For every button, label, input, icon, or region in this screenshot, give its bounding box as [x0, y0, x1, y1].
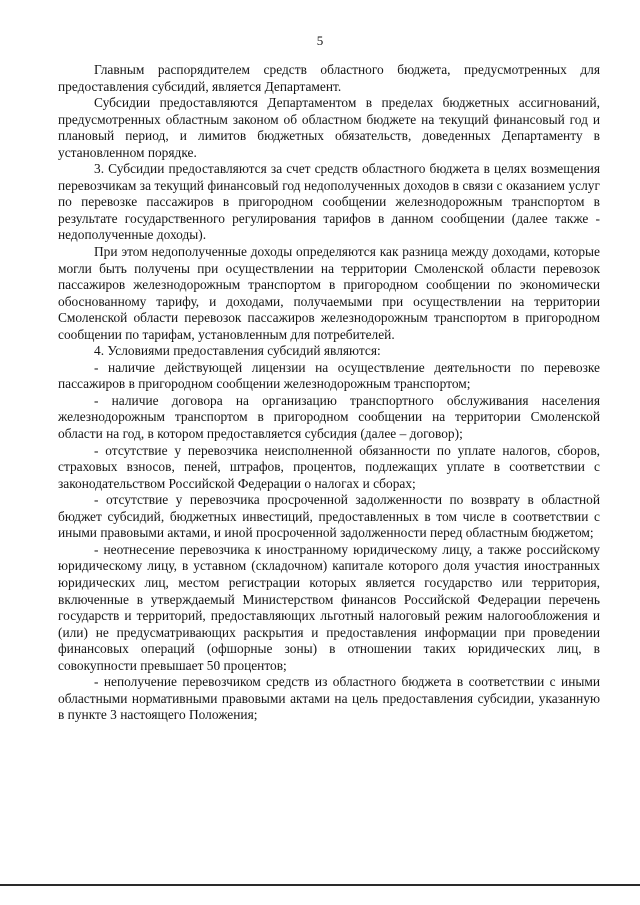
condition-no-overdue-debt: - отсутствие у перевозчика просроченной задолженности по возврату в областной бюджет субсидий, бюджетных инвестиций, предоставленных в том числе в соответствии с иными правовыми актами, и иной просроченной задолженности перед областным бюджетом;	[58, 492, 600, 541]
bottom-border-line	[0, 884, 640, 886]
paragraph-subsidy-limits: Субсидии предоставляются Департаментом в пределах бюджетных ассигнований, предусмотренных областным законом об областном бюджете на текущий финансовый год и плановый период, и лимитов бюджетных обязательств, доведенных Департаменту в установленном порядке.	[58, 95, 600, 160]
paragraph-clause-3: 3. Субсидии предоставляются за счет средств областного бюджета в целях возмещения перевозчикам за текущий финансовый год недополученных доходов в связи с оказанием услуг по перевозке пассажиров в пригородном сообщении железнодорожным транспортом в результате государственного регулирования тарифов в данном сообщении (далее также - недополученные доходы).	[58, 161, 600, 243]
page-number: 5	[316, 33, 324, 48]
condition-no-tax-debt: - отсутствие у перевозчика неисполненной обязанности по уплате налогов, сборов, страховых взносов, пеней, штрафов, процентов, подлежащих уплате в соответствии с законодательством Российской Федерации о налогах и сборах;	[58, 442, 600, 491]
condition-no-other-funds: - неполучение перевозчиком средств из областного бюджета в соответствии с иными областными нормативными правовыми актами на цель предоставления субсидии, указанную в пункте 3 настоящего Положения;	[58, 674, 600, 723]
paragraph-chief-administrator: Главным распорядителем средств областного бюджета, предусмотренных для предоставления субсидий, является Департамент.	[58, 62, 600, 94]
paragraph-clause-4-heading: 4. Условиями предоставления субсидий являются:	[94, 343, 381, 359]
condition-license: - наличие действующей лицензии на осуществление деятельности по перевозке пассажиров в пригородном сообщении железнодорожным транспортом;	[58, 359, 600, 392]
condition-not-foreign-entity: - неотнесение перевозчика к иностранному юридическому лицу, а также российскому юридическому лицу, в уставном (складочном) капитале которого доля участия иностранных юридических лиц, местом регистрации которых является государство или территория, включенные в утверждаемый Министерством финансов Российской Федерации перечень государств и территорий, предоставляющих льготный налоговый режим налогообложения и (или) не предусматривающих раскрытия и предоставления информации при проведении финансовых операций (офшорные зоны) в отношении таких юридических лиц, в совокупности превышает 50 процентов;	[58, 541, 600, 673]
document-body	[58, 62, 600, 724]
condition-contract: - наличие договора на организацию транспортного обслуживания населения железнодорожным транспортом в пригородном сообщении на территории Смоленской области на год, в котором предоставляется субсидия (далее – договор);	[58, 392, 600, 442]
paragraph-lost-income-definition: При этом недополученные доходы определяются как разница между доходами, которые могли быть получены при осуществлении на территории Смоленской области перевозок пассажиров железнодорожным транспортом в пригородном сообщении по экономически обоснованному тарифу, и доходами, получаемыми при осуществлении на территории Смоленской области перевозок пассажиров железнодорожным транспортом в пригородном сообщении по тарифам, установленным для потребителей.	[58, 244, 600, 342]
